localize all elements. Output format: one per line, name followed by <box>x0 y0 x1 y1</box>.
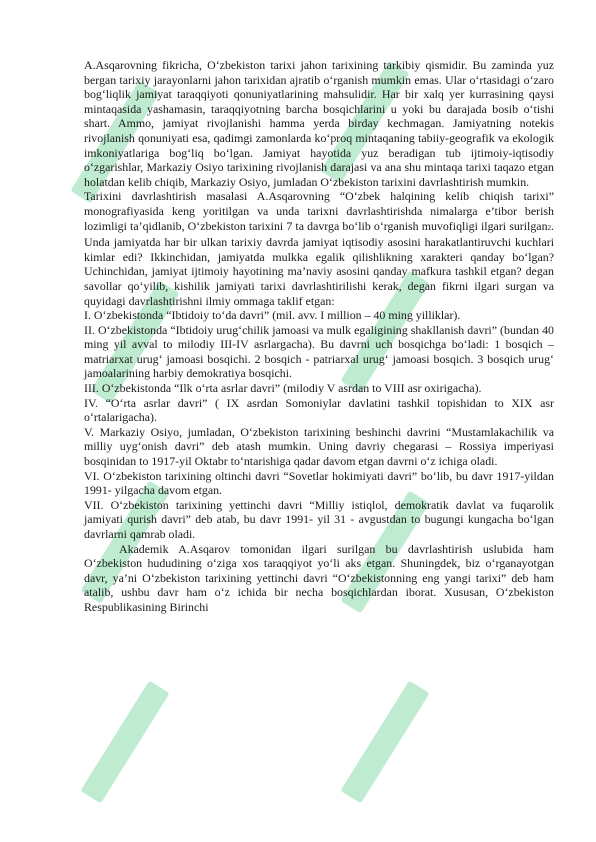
paragraph-periodization <box>84 189 554 308</box>
paragraph-intro: A.Asqarovning fikricha, O‘zbekiston tarixi jahon tarixining tarkibiy qismidir. Bu zaminda yuz bergan tarixiy jarayonlarni jahon tarixidan ajratib o‘rganish mumkin emas. Ular o‘rtasidagi o‘zaro bog‘liqlik jamiyat taraqqiyoti qonuniyatlarining mahsulidir. Har bir xalq yer kurrasining qaysi mintaqasida yashamasin, taraqqiyotning barcha bosqichlarini u yoki bu darajada bosib o‘tishi shart. Ammo, jamiyat rivojlanishi hamma yerda birday kechmagan. Jamiyatning notekis rivojlanish qonuniyati esa, qadimgi zamonlarda ko‘proq mintaqaning tabiiy-geografik va ekologik imkoniyatlariga bog‘liq bo‘lgan. Jamiyat hayotida yuz beradigan tub ijtimoiy-iqtisodiy o‘zgarishlar, Markaziy Osiyo tarixining rivojlanish darajasi va ana shu mintaqa tarixi taqazo etgan holatdan kelib chiqib, Markaziy Osiyo, jumladan O‘zbekiston tarixini davrlashtirish mumkin. <box>84 58 554 189</box>
period-6: VI. O‘zbekiston tarixining oltinchi davri “Sovetlar hokimiyati davri” bo‘lib, bu davr 1917-yildan 1991- yilgacha davom etgan. <box>84 468 554 498</box>
paragraph-text: Tarixini davrlashtirish masalasi A.Asqarovning “O‘zbek halqining kelib chiqish tarixi” monografiyasida keng yoritilgan va unda tarixni davrlashtirishda nimalarga e’tibor berish lozimligi ta’qidlanib, O‘zbekiston tarixini 7 ta davrga bo‘lib o‘rganish muvofiqligi ilgari surilgan <box>84 189 554 233</box>
footnote-mark: 2 <box>547 223 552 232</box>
period-3: III. O‘zbekistonda “Ilk o‘rta asrlar davri” (milodiy V asrdan to VIII asr oxirigacha). <box>84 381 482 396</box>
watermark-stripe <box>340 681 429 804</box>
period-5: V. Markaziy Osiyo, jumladan, O‘zbekiston tarixining beshinchi davrini “Mustamlakachilik va milliy uyg‘onish davri” deb atash mumkin. Uning davriy chegarasi – Rossiya imperiyasi bosqinidan to 1917-yil Oktabr to‘ntarishiga qadar davom etgan davrni o‘z ichiga oladi. <box>84 424 554 469</box>
document-body <box>84 58 554 615</box>
period-2: II. O‘zbekistonda “Ibtidoiy urug‘chilik jamoasi va mulk egaligining shakllanish davri” (bundan 40 ming yil avval to milodiy III-IV asrlargacha). Bu davrni uch bosqichga bo‘ladi: 1 bosqich – matriarxat urug‘ jamoasi bosqichi. 2 bosqich - patriarxal urug‘ jamoasi bosqich. 3 bosqich urug‘ jamoalarining harbiy demokratiya bosqichi. <box>84 322 554 381</box>
paragraph-conclusion: Akademik A.Asqarov tomonidan ilgari surilgan bu davrlashtirish uslubida ham O‘zbekiston hududining o‘ziga xos taraqqiyot yo‘li aks etgan. Shuningdek, biz o‘rganayotgan davr, ya’ni O‘zbekiston tarixining yettinchi davri “O‘zbekistonning eng yangi tarixi” deb ham atalib, ushbu davr ham o‘z ichida bir necha bosqichlardan iborat. Xususan, O‘zbekiston Respublikasining Birinchi <box>84 541 554 614</box>
period-7: VII. O‘zbekiston tarixining yettinchi davri “Milliy istiqlol, demokratik davlat va fuqarolik jamiyati qurish davri” deb atab, bu davr 1991- yil 31 - avgustdan to bugungi kungacha bo‘lgan davrlarni qamrab oladi. <box>84 497 554 541</box>
period-4: IV. “O‘rta asrlar davri” ( IX asrdan Somoniylar davlatini tashkil topishidan to XIX asr o‘rtalarigacha). <box>84 395 554 425</box>
paragraph-text-rest: . Unda jamiyatda har bir ulkan tarixiy davrda jamiyat iqtisodiy asosini harakatlantiruvchi kuchlari kimlar edi? Ikkinchidan, jamiyatda mulkka egalik qilishlikning xarakteri qanday bo‘lgan? Uchinchidan, jamiyat ijtimoiy hayotining ma’naviy asosini qanday mafkura tashkil etgan? degan savollar qo‘yilib, kishilik jamiyati tarixi davrlashtirilishi kerak, degan fikrni ilgari surgan va quyidagi davrlashtirishni ilmiy ommaga taklif etgan: <box>84 218 554 308</box>
period-1: I. O‘zbekistonda “Ibtidoiy to‘da davri” (mil. avv. I million – 40 ming yilliklar). <box>84 308 461 323</box>
watermark-stripe <box>80 681 169 804</box>
